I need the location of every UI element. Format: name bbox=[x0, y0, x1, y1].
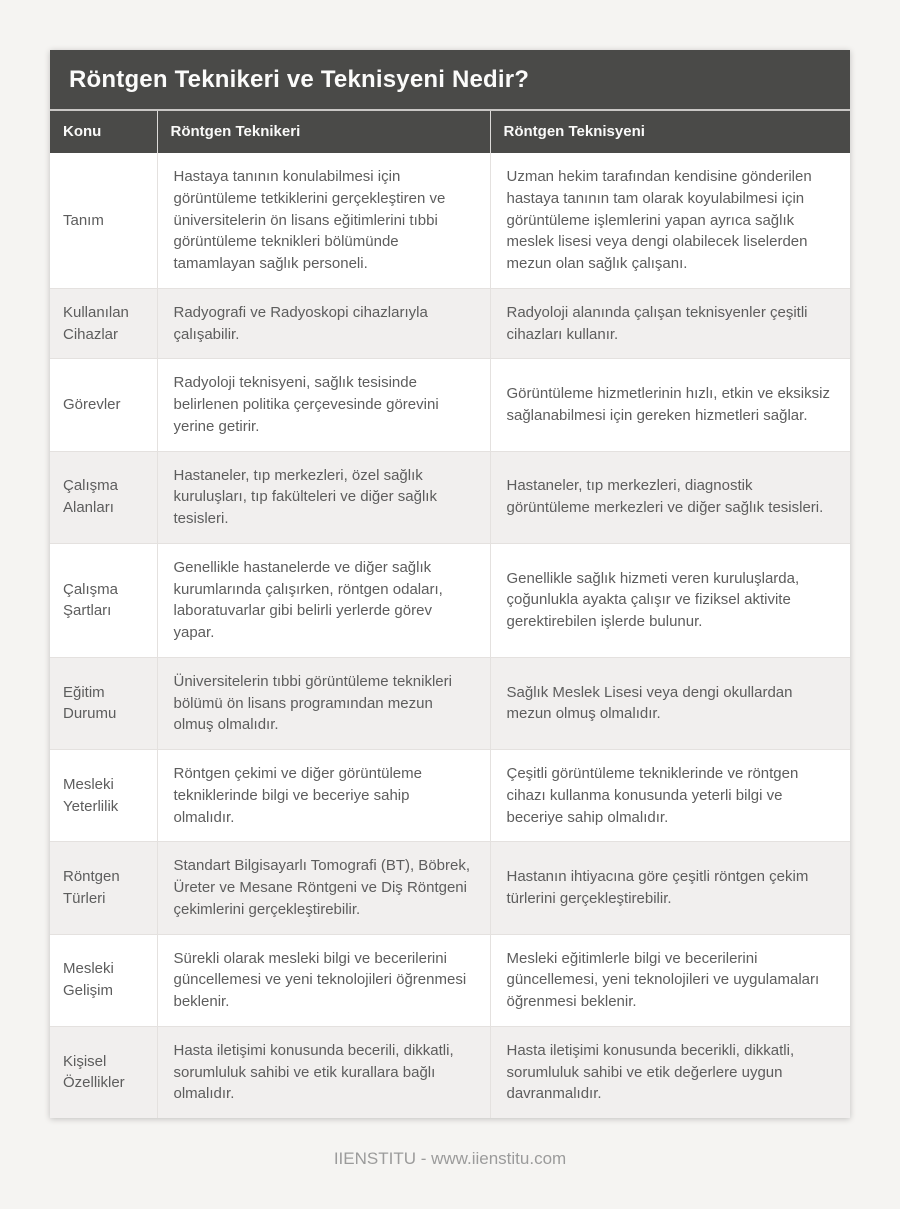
teknisyeni-cell: Hastaneler, tıp merkezleri, diagnostik görüntüleme merkezleri ve diğer sağlık tesisleri. bbox=[490, 451, 850, 543]
table-row bbox=[50, 451, 850, 543]
teknisyeni-cell: Çeşitli görüntüleme tekniklerinde ve röntgen cihazı kullanma konusunda yeterli bilgi ve beceriye sahip olmalıdır. bbox=[490, 750, 850, 842]
teknisyeni-cell: Mesleki eğitimlerle bilgi ve becerilerini güncellemesi, yeni teknolojileri ve uygulamaları öğrenmesi beklenir. bbox=[490, 934, 850, 1026]
table-row bbox=[50, 657, 850, 749]
teknikeri-cell: Genellikle hastanelerde ve diğer sağlık kurumlarında çalışırken, röntgen odaları, laboratuvarlar gibi belirli yerlerde görev yapar. bbox=[157, 543, 490, 657]
teknikeri-cell: Radyografi ve Radyoskopi cihazlarıyla çalışabilir. bbox=[157, 288, 490, 359]
table-row bbox=[50, 153, 850, 288]
teknisyeni-cell: Hasta iletişimi konusunda becerikli, dikkatli, sorumluluk sahibi ve etik değerlere uygun davranmalıdır. bbox=[490, 1026, 850, 1118]
table-row bbox=[50, 934, 850, 1026]
teknisyeni-cell: Genellikle sağlık hizmeti veren kuruluşlarda, çoğunlukla ayakta çalışır ve fiziksel aktivite gerektirebilen işlerde bulunur. bbox=[490, 543, 850, 657]
table-header bbox=[50, 110, 850, 153]
teknikeri-cell: Sürekli olarak mesleki bilgi ve becerilerini güncellemesi ve yeni teknolojileri öğrenmesi beklenir. bbox=[157, 934, 490, 1026]
table-header-row bbox=[50, 110, 850, 153]
table-row bbox=[50, 288, 850, 359]
teknikeri-cell: Hastaneler, tıp merkezleri, özel sağlık kuruluşları, tıp fakülteleri ve diğer sağlık tesisleri. bbox=[157, 451, 490, 543]
table-row bbox=[50, 1026, 850, 1118]
comparison-table bbox=[50, 109, 850, 1118]
table-row bbox=[50, 842, 850, 934]
teknikeri-cell: Radyoloji teknisyeni, sağlık tesisinde belirlenen politika çerçevesinde görevini yerine getirir. bbox=[157, 359, 490, 451]
teknisyeni-cell: Görüntüleme hizmetlerinin hızlı, etkin ve eksiksiz sağlanabilmesi için gereken hizmetleri sağlar. bbox=[490, 359, 850, 451]
column-header-teknisyeni: Röntgen Teknisyeni bbox=[490, 110, 850, 153]
topic-cell: Çalışma Alanları bbox=[50, 451, 157, 543]
page-title: Röntgen Teknikeri ve Teknisyeni Nedir? bbox=[50, 50, 850, 109]
teknikeri-cell: Üniversitelerin tıbbi görüntüleme teknikleri bölümü ön lisans programından mezun olmuş olmalıdır. bbox=[157, 657, 490, 749]
teknikeri-cell: Hastaya tanının konulabilmesi için görüntüleme tetkiklerini gerçekleştiren ve üniversitelerin ön lisans eğitimlerini tıbbi görüntüleme teknikleri bölümünde tamamlayan sağlık personeli. bbox=[157, 153, 490, 288]
table-row bbox=[50, 543, 850, 657]
table-row bbox=[50, 359, 850, 451]
topic-cell: Röntgen Türleri bbox=[50, 842, 157, 934]
column-header-konu: Konu bbox=[50, 110, 157, 153]
footer-branding: IIENSTITU - www.iienstitu.com bbox=[333, 1149, 567, 1168]
topic-cell: Eğitim Durumu bbox=[50, 657, 157, 749]
topic-cell: Kişisel Özellikler bbox=[50, 1026, 157, 1118]
teknikeri-cell: Standart Bilgisayarlı Tomografi (BT), Böbrek, Üreter ve Mesane Röntgeni ve Diş Röntgeni çekimlerini gerçekleştirebilir. bbox=[157, 842, 490, 934]
teknisyeni-cell: Sağlık Meslek Lisesi veya dengi okullardan mezun olmuş olmalıdır. bbox=[490, 657, 850, 749]
topic-cell: Mesleki Gelişim bbox=[50, 934, 157, 1026]
topic-cell: Mesleki Yeterlilik bbox=[50, 750, 157, 842]
table-row bbox=[50, 750, 850, 842]
teknisyeni-cell: Uzman hekim tarafından kendisine gönderilen hastaya tanının tam olarak koyulabilmesi için görüntüleme işlemlerini yapan ayrıca sağlık meslek lisesi veya dengi olabilecek liselerden mezun olan sağlık çalışanı. bbox=[490, 153, 850, 288]
topic-cell: Kullanılan Cihazlar bbox=[50, 288, 157, 359]
column-header-teknikeri: Röntgen Teknikeri bbox=[157, 110, 490, 153]
topic-cell: Görevler bbox=[50, 359, 157, 451]
teknisyeni-cell: Hastanın ihtiyacına göre çeşitli röntgen çekim türlerini gerçekleştirebilir. bbox=[490, 842, 850, 934]
teknikeri-cell: Hasta iletişimi konusunda becerili, dikkatli, sorumluluk sahibi ve etik kurallara bağlı olmalıdır. bbox=[157, 1026, 490, 1118]
comparison-card bbox=[50, 50, 850, 1118]
topic-cell: Tanım bbox=[63, 211, 104, 229]
topic-cell: Çalışma Şartları bbox=[50, 543, 157, 657]
teknikeri-cell: Röntgen çekimi ve diğer görüntüleme tekniklerinde bilgi ve beceriye sahip olmalıdır. bbox=[157, 750, 490, 842]
table-body bbox=[50, 153, 850, 1118]
teknisyeni-cell: Radyoloji alanında çalışan teknisyenler çeşitli cihazları kullanır. bbox=[490, 288, 850, 359]
